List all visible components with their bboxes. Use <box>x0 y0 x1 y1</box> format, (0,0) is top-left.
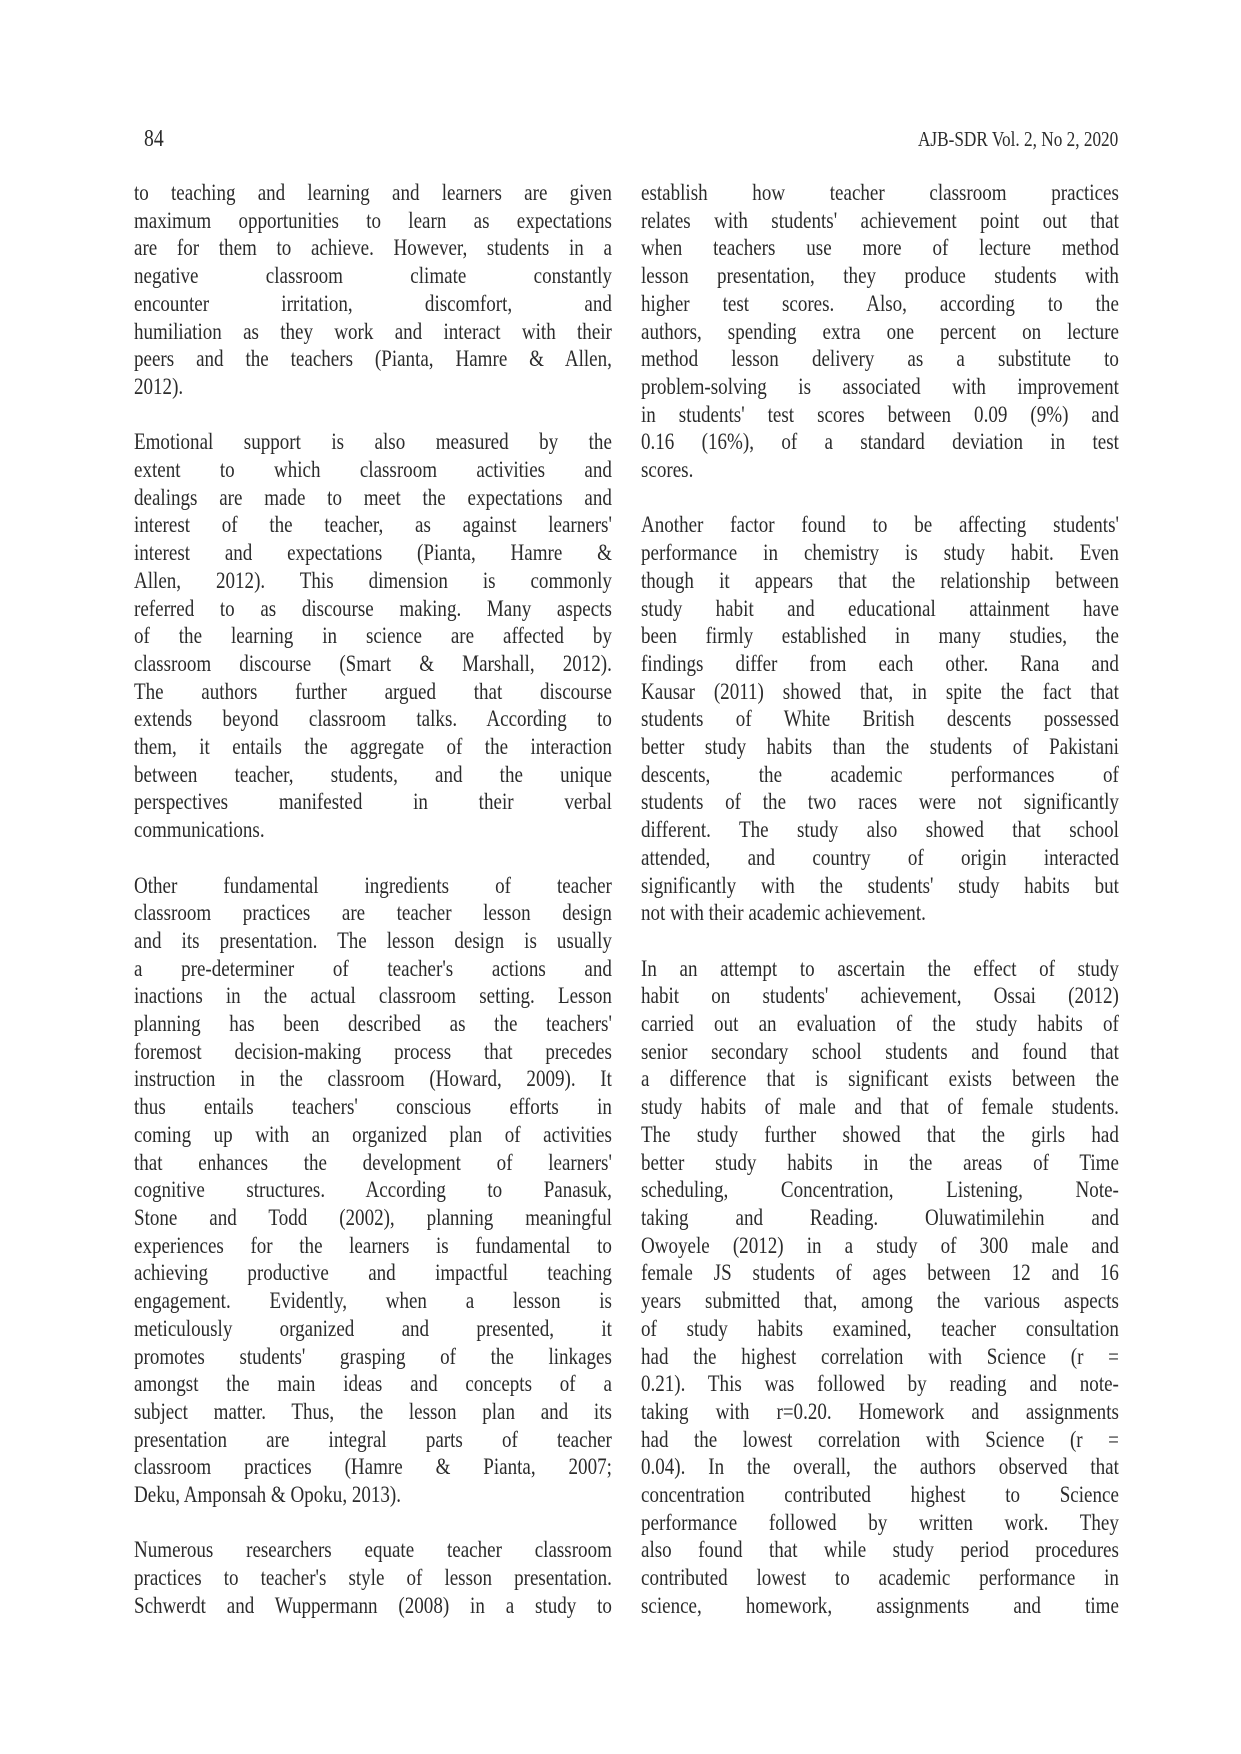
text-line: 0.04). In the overall, the authors observed that <box>641 1454 1119 1481</box>
left-column <box>134 180 612 1621</box>
text-line: 0.16 (16%), of a standard deviation in test <box>641 429 1119 456</box>
text-line: concentration contributed highest to Science <box>641 1482 1119 1509</box>
text-line: amongst the main ideas and concepts of a <box>134 1371 612 1398</box>
text-line: lesson presentation, they produce students with <box>641 263 1119 290</box>
text-line: though it appears that the relationship between <box>641 567 1119 594</box>
text-line: perspectives manifested in their verbal <box>134 789 612 816</box>
text-line: encounter irritation, discomfort, and <box>134 290 612 317</box>
text-line: 2012). <box>134 373 184 400</box>
text-line: Stone and Todd (2002), planning meaningful <box>134 1204 612 1231</box>
text-line: presentation are integral parts of teacher <box>134 1426 612 1453</box>
paragraph <box>641 956 1119 1621</box>
text-line: not with their academic achievement. <box>641 900 926 927</box>
text-line: performance followed by written work. They <box>641 1509 1119 1536</box>
text-line: Owoyele (2012) in a study of 300 male and <box>641 1232 1119 1259</box>
text-line: different. The study also showed that school <box>641 817 1119 844</box>
text-line: carried out an evaluation of the study habits of <box>641 1011 1119 1038</box>
text-line: classroom practices are teacher lesson design <box>134 900 612 927</box>
text-line: students of White British descents possessed <box>641 706 1119 733</box>
text-line: achieving productive and impactful teaching <box>134 1260 612 1287</box>
text-line: authors, spending extra one percent on lecture <box>641 318 1119 345</box>
text-line: subject matter. Thus, the lesson plan and its <box>134 1398 612 1425</box>
text-line: in students' test scores between 0.09 (9%) and <box>641 401 1119 428</box>
left-column-text <box>134 180 612 1621</box>
text-line: students of the two races were not significantly <box>641 789 1119 816</box>
text-line: Deku, Amponsah & Opoku, 2013). <box>134 1482 402 1509</box>
paragraph <box>641 180 1119 485</box>
text-line: a pre-determiner of teacher's actions and <box>134 955 612 982</box>
text-line: higher test scores. Also, according to the <box>641 290 1119 317</box>
text-line: humiliation as they work and interact with their <box>134 318 612 345</box>
text-line: problem-solving is associated with improvement <box>641 373 1119 400</box>
text-line: interest and expectations (Pianta, Hamre & <box>134 540 612 567</box>
text-line: years submitted that, among the various aspects <box>641 1288 1119 1315</box>
text-line: senior secondary school students and found that <box>641 1038 1119 1065</box>
text-line: relates with students' achievement point out that <box>641 207 1119 234</box>
text-line: In an attempt to ascertain the effect of study <box>641 955 1119 982</box>
text-line: had the highest correlation with Science (r = <box>641 1343 1119 1370</box>
paragraph <box>134 180 612 402</box>
text-line: planning has been described as the teachers' <box>134 1011 612 1038</box>
text-line: significantly with the students' study habits but <box>641 872 1119 899</box>
right-column-text <box>641 180 1119 1621</box>
text-line: Another factor found to be affecting students' <box>641 512 1119 539</box>
text-line: better study habits in the areas of Time <box>641 1149 1119 1176</box>
text-line: classroom practices (Hamre & Pianta, 2007; <box>134 1454 612 1481</box>
text-line: 0.21). This was followed by reading and note- <box>641 1371 1119 1398</box>
text-line: instruction in the classroom (Howard, 2009). It <box>134 1066 612 1093</box>
text-line: cognitive structures. According to Panasuk, <box>134 1177 612 1204</box>
text-line: of the learning in science are affected by <box>134 623 612 650</box>
paragraph <box>134 873 612 1510</box>
text-line: dealings are made to meet the expectations and <box>134 484 612 511</box>
text-line: communications. <box>134 817 265 844</box>
text-line: inactions in the actual classroom setting. Lesson <box>134 983 612 1010</box>
text-line: had the lowest correlation with Science (r = <box>641 1426 1119 1453</box>
text-line: Kausar (2011) showed that, in spite the fact that <box>641 678 1119 705</box>
text-line: thus entails teachers' conscious efforts in <box>134 1094 612 1121</box>
text-line: classroom discourse (Smart & Marshall, 2012). <box>134 650 612 677</box>
text-line: establish how teacher classroom practices <box>641 180 1119 206</box>
text-line: foremost decision-making process that precedes <box>134 1038 612 1065</box>
right-column <box>641 180 1119 1621</box>
text-line: between teacher, students, and the unique <box>134 761 612 788</box>
text-line: peers and the teachers (Pianta, Hamre & Allen, <box>134 346 612 373</box>
text-line: engagement. Evidently, when a lesson is <box>134 1288 612 1315</box>
text-line: Schwerdt and Wuppermann (2008) in a study to <box>134 1592 612 1619</box>
text-line: scheduling, Concentration, Listening, Note- <box>641 1177 1119 1204</box>
text-line: and its presentation. The lesson design is usually <box>134 927 612 954</box>
text-line: are for them to achieve. However, students in a <box>134 235 612 262</box>
text-line: a difference that is significant exists between the <box>641 1066 1119 1093</box>
paragraph <box>134 1537 612 1620</box>
text-line: when teachers use more of lecture method <box>641 235 1119 262</box>
text-line: also found that while study period procedures <box>641 1537 1119 1564</box>
text-line: descents, the academic performances of <box>641 761 1119 788</box>
text-line: findings differ from each other. Rana and <box>641 650 1119 677</box>
text-line: study habit and educational attainment have <box>641 595 1119 622</box>
text-line: practices to teacher's style of lesson presentation. <box>134 1565 612 1592</box>
text-line: them, it entails the aggregate of the interaction <box>134 734 612 761</box>
text-line: experiences for the learners is fundamental to <box>134 1232 612 1259</box>
text-line: negative classroom climate constantly <box>134 263 612 290</box>
text-line: of study habits examined, teacher consultation <box>641 1315 1119 1342</box>
text-line: taking with r=0.20. Homework and assignments <box>641 1398 1119 1425</box>
text-line: coming up with an organized plan of activities <box>134 1121 612 1148</box>
text-line: performance in chemistry is study habit. Even <box>641 540 1119 567</box>
text-line: method lesson delivery as a substitute to <box>641 346 1119 373</box>
text-line: extent to which classroom activities and <box>134 457 612 484</box>
paragraph <box>641 512 1119 928</box>
text-line: The authors further argued that discourse <box>134 678 612 705</box>
text-line: Numerous researchers equate teacher classroom <box>134 1537 612 1564</box>
text-line: referred to as discourse making. Many aspects <box>134 595 612 622</box>
text-line: habit on students' achievement, Ossai (2012) <box>641 983 1119 1010</box>
text-line: Other fundamental ingredients of teacher <box>134 872 612 899</box>
text-line: Allen, 2012). This dimension is commonly <box>134 567 612 594</box>
text-line: extends beyond classroom talks. According to <box>134 706 612 733</box>
text-line: study habits of male and that of female students. <box>641 1094 1119 1121</box>
text-line: science, homework, assignments and time <box>641 1592 1119 1619</box>
text-line: interest of the teacher, as against learners' <box>134 512 612 539</box>
text-line: been firmly established in many studies, the <box>641 623 1119 650</box>
journal-info: AJB-SDR Vol. 2, No 2, 2020 <box>917 127 1118 151</box>
running-head <box>134 124 1118 154</box>
text-line: female JS students of ages between 12 and 16 <box>641 1260 1119 1287</box>
text-line: attended, and country of origin interacted <box>641 844 1119 871</box>
text-line: maximum opportunities to learn as expectations <box>134 207 612 234</box>
text-line: taking and Reading. Oluwatimilehin and <box>641 1204 1119 1231</box>
text-line: scores. <box>641 457 694 484</box>
text-line: The study further showed that the girls had <box>641 1121 1119 1148</box>
text-line: that enhances the development of learners' <box>134 1149 612 1176</box>
page-number: 84 <box>144 126 164 152</box>
text-line: promotes students' grasping of the linkages <box>134 1343 612 1370</box>
text-line: meticulously organized and presented, it <box>134 1315 612 1342</box>
text-line: Emotional support is also measured by the <box>134 429 612 456</box>
text-line: to teaching and learning and learners are given <box>134 180 612 206</box>
text-line: contributed lowest to academic performance in <box>641 1565 1119 1592</box>
text-line: better study habits than the students of Pakistani <box>641 734 1119 761</box>
paragraph <box>134 429 612 845</box>
